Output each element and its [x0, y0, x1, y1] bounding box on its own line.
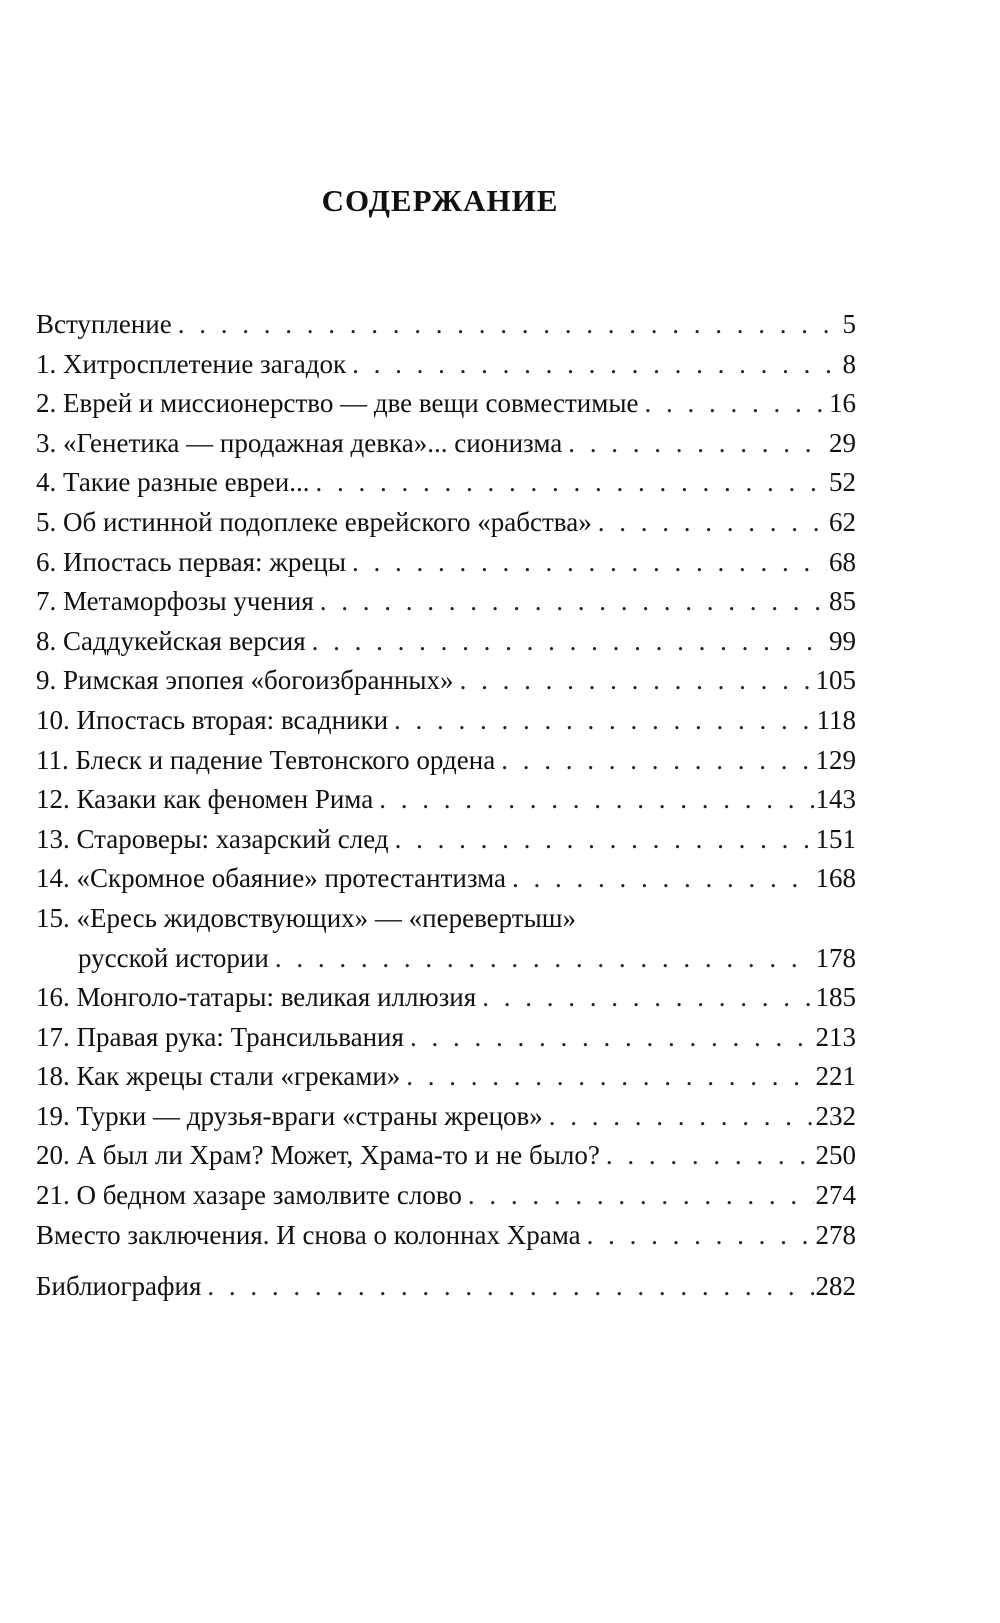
toc-entry-page: 29: [829, 427, 856, 458]
toc-entry-page: 213: [815, 1021, 856, 1052]
toc-entry-page: 250: [815, 1140, 856, 1171]
dot-leader: [468, 1176, 814, 1216]
toc-entry-title: 15. «Ересь жидовствующих» — «перевертыш»: [36, 902, 577, 933]
dot-leader: [598, 503, 827, 543]
toc-entry-page: 85: [829, 586, 856, 617]
toc-entry-title: 21. О бедном хазаре замолвите слово: [36, 1180, 462, 1211]
toc-entry[interactable]: [36, 622, 856, 662]
toc-entry[interactable]: [36, 859, 856, 899]
toc-entry-title: 6. Ипостась первая: жрецы: [36, 546, 346, 577]
toc-entry[interactable]: [36, 978, 856, 1018]
toc-entry-page: 62: [829, 506, 856, 537]
toc-entry[interactable]: [36, 1136, 856, 1176]
table-of-contents: [36, 305, 856, 1307]
toc-entry[interactable]: [36, 1176, 856, 1216]
toc-entry-page: 178: [815, 942, 856, 973]
toc-entry-title: Вместо заключения. И снова о колоннах Храма: [36, 1219, 581, 1250]
dot-leader: [207, 1267, 813, 1307]
dot-leader: [379, 780, 813, 820]
toc-entry[interactable]: [36, 939, 856, 979]
toc-entry-title: 13. Староверы: хазарский след: [36, 823, 389, 854]
toc-entry[interactable]: [36, 741, 856, 781]
toc-entry-page: 105: [815, 665, 856, 696]
dot-leader: [178, 305, 841, 345]
dot-leader: [352, 345, 840, 385]
toc-entry-page: 16: [829, 388, 856, 419]
toc-entry[interactable]: [36, 780, 856, 820]
toc-entry-page: 232: [815, 1100, 856, 1131]
dot-leader: [316, 463, 828, 503]
dot-leader: [394, 701, 814, 741]
dot-leader: [406, 1057, 813, 1097]
toc-entry-title-continued: русской истории: [78, 942, 269, 973]
toc-entry-title: 10. Ипостась вторая: всадники: [36, 704, 389, 735]
toc-entry[interactable]: [36, 661, 856, 701]
toc-entry[interactable]: [36, 899, 856, 939]
toc-entry[interactable]: [36, 503, 856, 543]
toc-entry-page: 151: [815, 823, 856, 854]
toc-entry[interactable]: [36, 701, 856, 741]
dot-leader: [482, 978, 813, 1018]
toc-entry[interactable]: [36, 424, 856, 464]
dot-leader: [606, 1136, 814, 1176]
dot-leader: [395, 820, 814, 860]
dot-leader: [460, 661, 814, 701]
toc-entry-title: 9. Римская эпопея «богоизбранных»: [36, 665, 454, 696]
toc-entry[interactable]: [36, 1267, 856, 1307]
toc-entry-title: 16. Монголо-татары: великая иллюзия: [36, 982, 477, 1013]
toc-entry[interactable]: [36, 1018, 856, 1058]
toc-entry-page: 282: [815, 1271, 856, 1302]
toc-entry[interactable]: [36, 1097, 856, 1137]
toc-entry[interactable]: [36, 820, 856, 860]
dot-leader: [568, 424, 827, 464]
toc-entry[interactable]: [36, 345, 856, 385]
toc-entry-title: 1. Хитросплетение загадок: [36, 348, 347, 379]
toc-entry-title: 14. «Скромное обаяние» протестантизма: [36, 863, 506, 894]
dot-leader: [275, 939, 814, 979]
toc-entry-page: 99: [829, 625, 856, 656]
dot-leader: [501, 741, 813, 781]
dot-leader: [549, 1097, 814, 1137]
toc-entry-page: 274: [815, 1180, 856, 1211]
toc-entry-page: 129: [815, 744, 856, 775]
toc-entry[interactable]: [36, 463, 856, 503]
toc-entry-page: 168: [815, 863, 856, 894]
toc-entry[interactable]: [36, 1216, 856, 1256]
dot-leader: [320, 582, 827, 622]
toc-entry-title: 18. Как жрецы стали «греками»: [36, 1061, 401, 1092]
toc-entry-title: Вступление: [36, 309, 172, 339]
toc-entry-title: 8. Саддукейская версия: [36, 625, 306, 656]
dot-leader: [312, 622, 827, 662]
toc-entry-page: 118: [816, 704, 856, 735]
dot-leader: [644, 384, 827, 424]
toc-entry-page: 68: [829, 546, 856, 577]
page-title: СОДЕРЖАНИЕ: [321, 183, 559, 218]
toc-entry-title: 20. А был ли Храм? Может, Храма-то и не было?: [36, 1140, 600, 1171]
dot-leader: [352, 543, 827, 583]
dot-leader: [587, 1216, 814, 1256]
toc-entry-page: 143: [815, 784, 856, 815]
toc-entry-title: 17. Правая рука: Трансильвания: [36, 1021, 404, 1052]
toc-entry-title: 5. Об истинной подоплеке еврейского «рабства»: [36, 506, 592, 537]
toc-entry-page: 52: [829, 467, 856, 498]
toc-entry-title: 3. «Генетика — продажная девка»... сионизма: [36, 427, 563, 458]
toc-entry-page: 221: [815, 1061, 856, 1092]
toc-entry[interactable]: [36, 384, 856, 424]
toc-entry[interactable]: [36, 305, 856, 345]
toc-entry-page: 278: [815, 1219, 856, 1250]
toc-entry-title: 7. Метаморфозы учения: [36, 586, 314, 617]
toc-entry[interactable]: [36, 582, 856, 622]
toc-entry-title: 2. Еврей и миссионерство — две вещи совместимые: [36, 388, 639, 419]
toc-entry[interactable]: [36, 1057, 856, 1097]
toc-entry-page: 5: [842, 309, 856, 339]
toc-entry-title: Библиография: [36, 1271, 202, 1302]
toc-entry-title: 12. Казаки как феномен Рима: [36, 784, 374, 815]
toc-entry-title: 4. Такие разные евреи...: [36, 467, 310, 498]
toc-entry-title: 19. Турки — друзья-враги «страны жрецов»: [36, 1100, 543, 1131]
toc-entry-page: 185: [815, 982, 856, 1013]
dot-leader: [512, 859, 814, 899]
dot-leader: [410, 1018, 814, 1058]
toc-entry-title: 11. Блеск и падение Тевтонского ордена: [36, 744, 496, 775]
toc-entry-page: 8: [842, 348, 856, 379]
toc-entry[interactable]: [36, 543, 856, 583]
